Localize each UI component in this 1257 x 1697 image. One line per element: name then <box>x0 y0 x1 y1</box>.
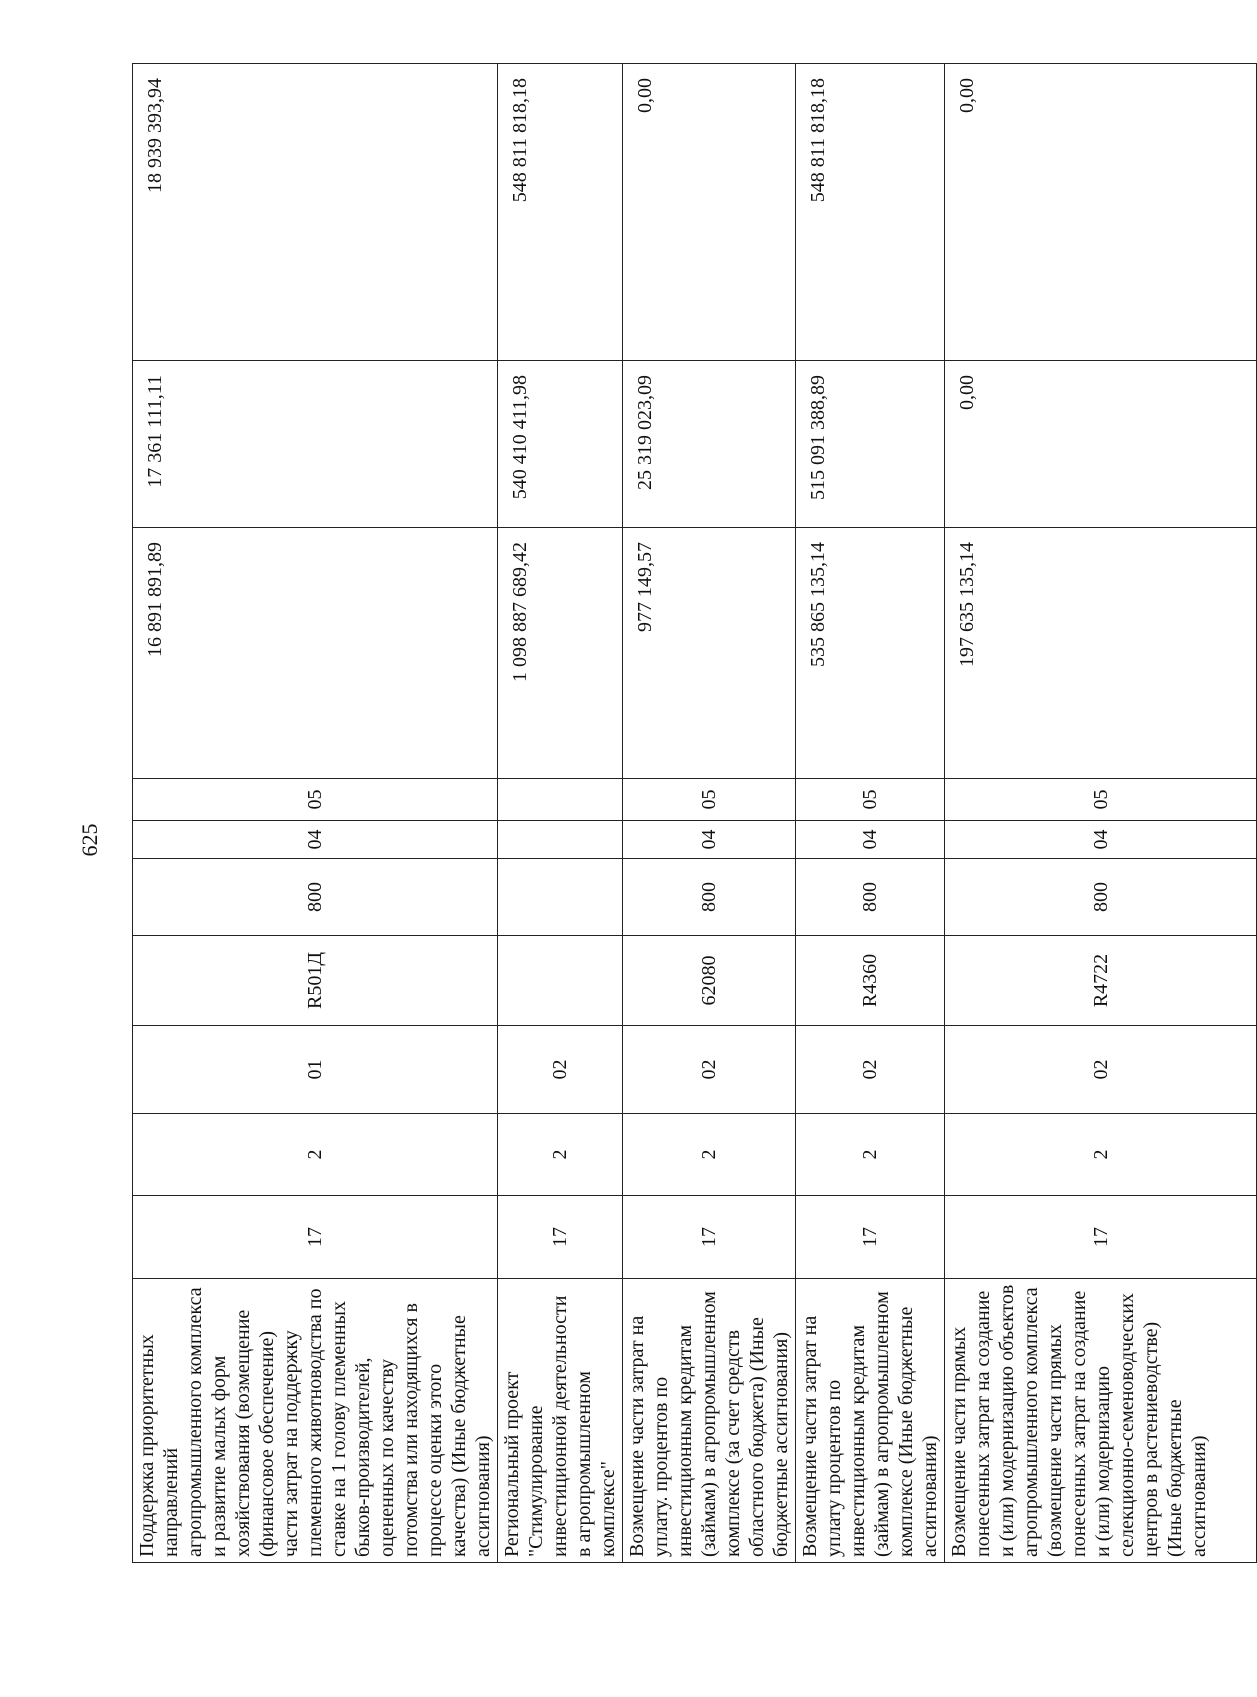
amount-2: 515 091 388,89 <box>796 361 945 528</box>
row-name: Региональный проект "Стимулирование инвестиционной деятельности в агропромышленном комплексе" <box>498 1279 623 1563</box>
section-code: 04 <box>796 821 945 859</box>
amount-3: 548 811 818,18 <box>796 64 945 361</box>
table-row <box>133 64 498 1563</box>
program-code: 17 <box>133 1196 498 1279</box>
table-row <box>945 64 1257 1563</box>
row-name: Возмещение части затрат на уплату. процентов по инвестиционным кредитам (займам) в агропромышленном комплексе (за счет средств областного бюджета) (Иные бюджетные ассигнования) <box>623 1279 796 1563</box>
program-code: 17 <box>498 1196 623 1279</box>
amount-1: 1 098 887 689,42 <box>498 528 623 779</box>
amount-1: 16 891 891,89 <box>133 528 498 779</box>
rotated-table-container <box>132 64 1210 1563</box>
subprogram-code: 2 <box>133 1114 498 1196</box>
subprogram-code: 2 <box>945 1114 1257 1196</box>
section-code: 04 <box>945 821 1257 859</box>
table-row <box>623 64 796 1563</box>
main-event-code: 01 <box>133 1026 498 1114</box>
row-name: Возмещение части прямых понесенных затрат на создание и (или) модернизацию объектов агропромышленного комплекса (возмещение части прямых понесенных затрат на создание и (или) модернизацию селекционно-семеноводческих центров в растениеводстве) (Иные бюджетные ассигнования) <box>945 1279 1257 1563</box>
row-name: Поддержка приоритетных направлений агропромышленного комплекса и развитие малых форм хозяйствования (возмещение (финансовое обеспечение) части затрат на поддержку племенного животноводства по ставке на 1 голову племенных быков-производителей, оцененных по качеству потомства или находящихся в процессе оценки этого качества) (Иные бюджетные ассигнования) <box>133 1279 498 1563</box>
table-row <box>498 64 623 1563</box>
main-event-code: 02 <box>623 1026 796 1114</box>
direction-code: R4722 <box>945 936 1257 1026</box>
subprogram-code: 2 <box>623 1114 796 1196</box>
main-event-code: 02 <box>945 1026 1257 1114</box>
program-code: 17 <box>945 1196 1257 1279</box>
amount-2: 0,00 <box>945 361 1257 528</box>
expense-type-code: 800 <box>623 859 796 936</box>
amount-1: 535 865 135,14 <box>796 528 945 779</box>
section-code: 04 <box>623 821 796 859</box>
main-event-code: 02 <box>796 1026 945 1114</box>
amount-3: 548 811 818,18 <box>498 64 623 361</box>
amount-3: 18 939 393,94 <box>133 64 498 361</box>
expense-type-code <box>498 859 623 936</box>
subsection-code: 05 <box>796 779 945 821</box>
amount-2: 17 361 111,11 <box>133 361 498 528</box>
section-code: 04 <box>133 821 498 859</box>
amount-1: 977 149,57 <box>623 528 796 779</box>
expense-type-code: 800 <box>945 859 1257 936</box>
direction-code <box>498 936 623 1026</box>
table-row <box>796 64 945 1563</box>
subsection-code: 05 <box>623 779 796 821</box>
amount-3: 0,00 <box>623 64 796 361</box>
expense-type-code: 800 <box>133 859 498 936</box>
budget-table <box>132 63 1257 1563</box>
section-code <box>498 821 623 859</box>
program-code: 17 <box>623 1196 796 1279</box>
page-number: 625 <box>77 823 102 857</box>
amount-2: 25 319 023,09 <box>623 361 796 528</box>
direction-code: R501Д <box>133 936 498 1026</box>
amount-3: 0,00 <box>945 64 1257 361</box>
row-name: Возмещение части затрат на уплату процентов по инвестиционным кредитам (займам) в агропромышленном комплексе (Иные бюджетные ассигнования) <box>796 1279 945 1563</box>
main-event-code: 02 <box>498 1026 623 1114</box>
subprogram-code: 2 <box>498 1114 623 1196</box>
subprogram-code: 2 <box>796 1114 945 1196</box>
expense-type-code: 800 <box>796 859 945 936</box>
amount-2: 540 410 411,98 <box>498 361 623 528</box>
subsection-code: 05 <box>945 779 1257 821</box>
amount-1: 197 635 135,14 <box>945 528 1257 779</box>
direction-code: R4360 <box>796 936 945 1026</box>
direction-code: 62080 <box>623 936 796 1026</box>
program-code: 17 <box>796 1196 945 1279</box>
subsection-code: 05 <box>133 779 498 821</box>
subsection-code <box>498 779 623 821</box>
